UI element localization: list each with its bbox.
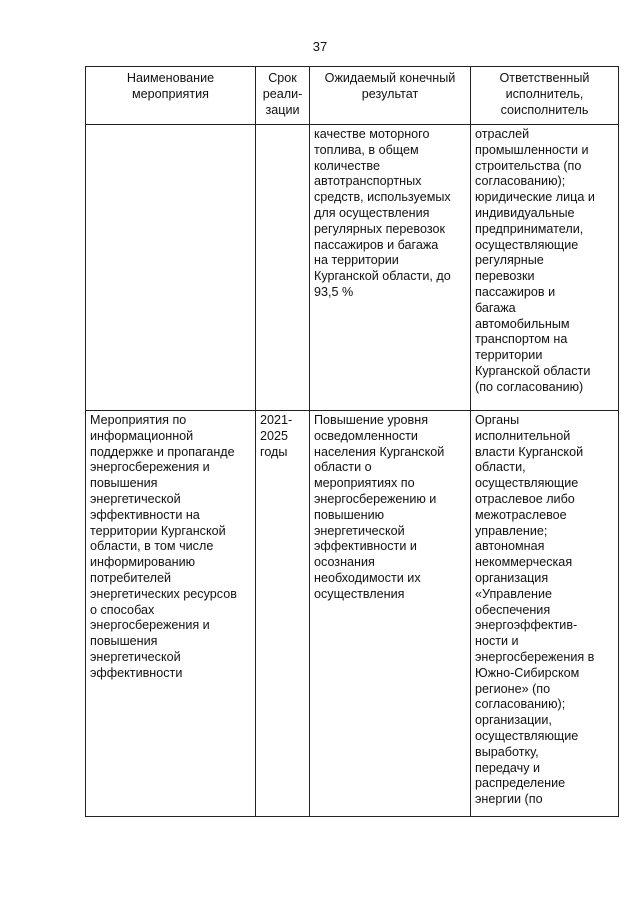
header-executor: Ответственный исполнитель, соисполнитель <box>471 67 619 125</box>
cell-name: Мероприятия по информационной поддержке и пропаганде энергосбережения и повышения энергетической эффективности на территории Курганской области, в том числе информированию потребителей энергетических ресурсов о способах энергосбережения и повышения энергетической эффективности <box>86 411 256 817</box>
cell-term <box>256 125 310 411</box>
header-name: Наименование мероприятия <box>86 67 256 125</box>
measures-table <box>85 66 619 817</box>
cell-result: качестве моторного топлива, в общем количестве автотранспортных средств, используемых для осуществления регулярных перевозок пассажиров и багажа на территории Курганской области, до 93,5 % <box>310 125 471 411</box>
page-number: 37 <box>312 39 328 54</box>
cell-executor: отраслей промышленности и строительства (по согласованию); юридические лица и индивидуальные предприниматели, осуществляющие регулярные перевозки пассажиров и багажа автомобильным транспортом на территории Курганской области (по согласованию) <box>471 125 619 411</box>
cell-name <box>86 125 256 411</box>
cell-executor: Органы исполнительной власти Курганской области, осуществляющие отраслевое либо межотраслевое управление; автономная некоммерческая организация «Управление обеспечения энергоэффектив- ности и энергосбережения в Южно-Сибирском регионе» (по согласованию); организации, осуществляющие выработку, передачу и распределение энергии (по <box>471 411 619 817</box>
table-row <box>86 125 619 411</box>
table-row <box>86 411 619 817</box>
header-result: Ожидаемый конечный результат <box>310 67 471 125</box>
cell-result: Повышение уровня осведомленности населения Курганской области о мероприятиях по энергосбережению и повышению энергетической эффективности и осознания необходимости их осуществления <box>310 411 471 817</box>
table-header-row <box>86 67 619 125</box>
header-term: Срок реали- зации <box>256 67 310 125</box>
cell-term: 2021- 2025 годы <box>256 411 310 817</box>
